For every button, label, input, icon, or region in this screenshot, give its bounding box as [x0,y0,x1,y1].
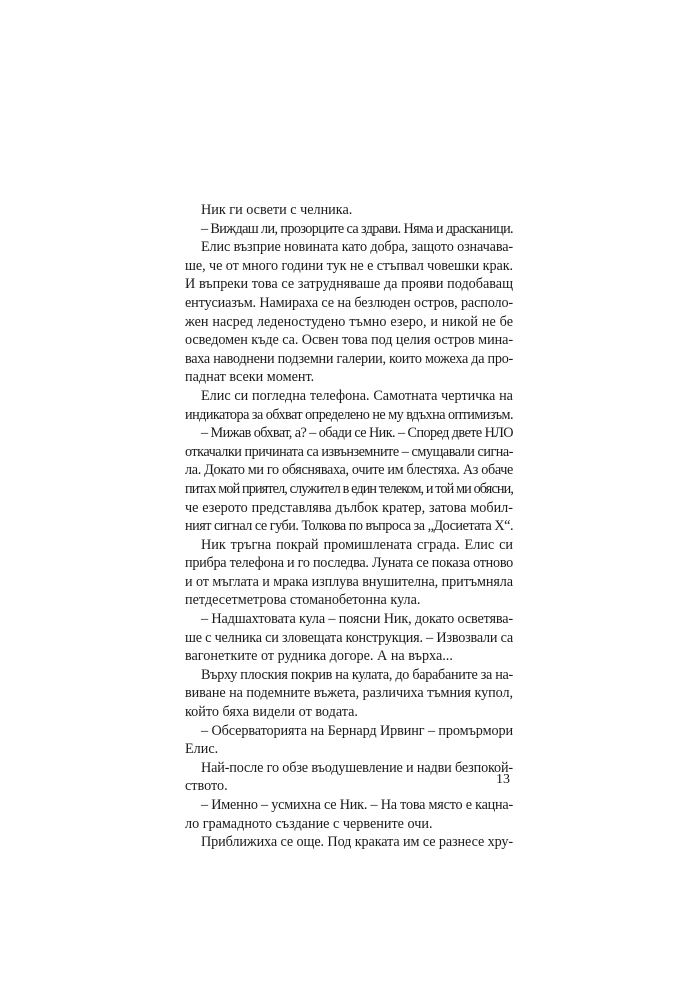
text-line: питах мой приятел, служител в един телеком, и той ми обясни, [185,480,513,497]
text-line: Елис. [185,741,219,758]
text-line: Най-после го обзе въодушевление и надви безпокой- [201,759,513,776]
text-line: паднат всеки момент. [185,369,315,386]
text-line: – Именно – усмихна се Ник. – На това място е кацна- [201,797,514,813]
text-line: който бяха видели от водата. [185,704,358,721]
text-line: Върху плоския покрив на кулата, до барабаните за на- [201,666,513,683]
text-line: Ник ги освети с челника. [201,202,353,218]
text-line: Ник тръгна покрай промишлената сграда. Елис си [201,536,513,553]
body-text [185,201,513,852]
text-line: ният сигнал се губи. Толкова по въпроса за „Досиетата Х“. [185,518,514,535]
text-line: – Надшахтовата кула – поясни Ник, докато осветява- [201,611,514,628]
text-line: – Виждаш ли, прозорците са здрави. Няма и драсканици. [201,220,513,237]
text-line: ше, че от много години тук не е стъпвал човешки крак. [185,257,513,274]
text-line: – Мижав обхват, а? – обади се Ник. – Според двете НЛО [201,425,513,442]
text-line: виване на подемните въжета, различиха тъмния купол, [185,685,513,702]
text-line: ството. [185,778,228,795]
text-line: ентусиазъм. Намираха се на безлюден остров, располо- [185,294,513,311]
text-line: Елис си погледна телефона. Самотната чертичка на [201,387,513,404]
text-line: Елис възприе новината като добра, защото означава- [201,239,514,256]
text-line: ло грамадното създание с червените очи. [185,815,433,832]
text-line: жен насред леденостудено тъмно езеро, и никой не бе [185,313,513,330]
text-line: ла. Докато ми го обясняваха, очите им блестяха. Аз обаче [185,462,514,479]
text-line: ше с челника си зловещата конструкция. – Извозвали са [185,629,513,646]
text-line: Приближиха се още. Под краката им се разнесе хру- [201,834,513,851]
text-line: – Обсерваторията на Бернард Ирвинг – промърмори [201,722,513,739]
text-line: И въпреки това се затрудняваше да прояви подобаващ [185,276,513,293]
page-number: 13 [496,772,510,787]
text-line: осведомен къде са. Освен това под целия остров мина- [185,332,513,349]
text-line: вагонетките от рудника догоре. А на върха... [185,648,453,665]
text-line: петдесетметрова стоманобетонна кула. [185,592,421,609]
text-line: индикатора за обхват определено не му вдъхна оптимизъм. [185,406,513,423]
text-line: ваха наводнени подземни галерии, които можеха да про- [185,350,513,367]
text-line: прибра телефона и го последва. Луната се показа отново [185,555,513,572]
text-line: и от мъглата и мрака изплува внушителна, притъмняла [185,573,513,590]
text-line: че езерото представлява дълбок кратер, затова мобил- [185,499,513,516]
text-line: откачалки причината са извънземните – смущавали сигна- [185,443,513,460]
